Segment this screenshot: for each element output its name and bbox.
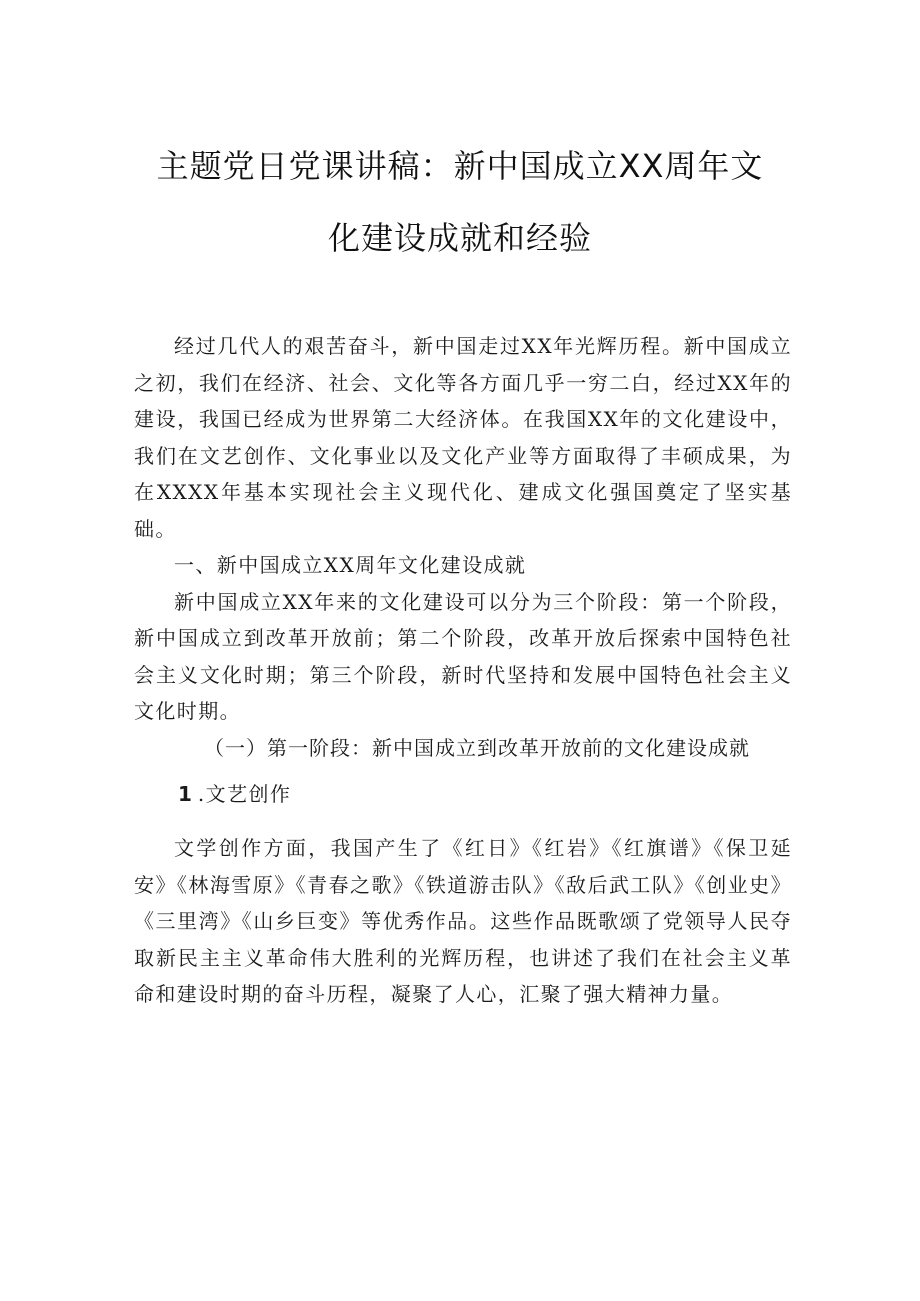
section-heading: 一、新中国成立XX周年文化建设成就 bbox=[174, 553, 527, 577]
item-heading-number: 1 bbox=[178, 782, 198, 806]
item-heading bbox=[134, 776, 792, 830]
literature-paragraph: 文学创作方面，我国产生了《红日》《红岩》《红旗谱》《保卫延安》《林海雪原》《青春之歌》《铁道游击队》《敌后武工队》《创业史》《三里湾》《山乡巨变》等优秀作品。这些作品既歌颂了党领导人民夺取新民主主义革命伟大胜利的光辉历程，也讲述了我们在社会主义革命和建设时期的奋斗历程，凝聚了人心，汇聚了强大精神力量。 bbox=[134, 836, 792, 1006]
intro-paragraph: 经过几代人的艰苦奋斗，新中国走过XX年光辉历程。新中国成立之初，我们在经济、社会、文化等各方面几乎一穷二白，经过XX年的建设，我国已经成为世界第二大经济体。在我国XX年的文化建设中，我们在文艺创作、文化事业以及文化产业等方面取得了丰硕成果，为在XXXX年基本实现社会主义现代化、建成文化强国奠定了坚实基础。 bbox=[134, 334, 792, 541]
stages-paragraph: 新中国成立XX年来的文化建设可以分为三个阶段：第一个阶段，新中国成立到改革开放前；第二个阶段，改革开放后探索中国特色社会主义文化时期；第三个阶段，新时代坚持和发展中国特色社会主义文化时期。 bbox=[134, 589, 792, 723]
subsection-heading: （一）第一阶段：新中国成立到改革开放前的文化建设成就 bbox=[204, 735, 750, 760]
document-body bbox=[134, 328, 792, 1013]
document-title-line-1: 主题党日党课讲稿：新中国成立XX周年文 bbox=[156, 147, 764, 185]
document-title-line-2: 化建设成就和经验 bbox=[327, 219, 592, 257]
item-heading-text: .文艺创作 bbox=[197, 782, 292, 806]
